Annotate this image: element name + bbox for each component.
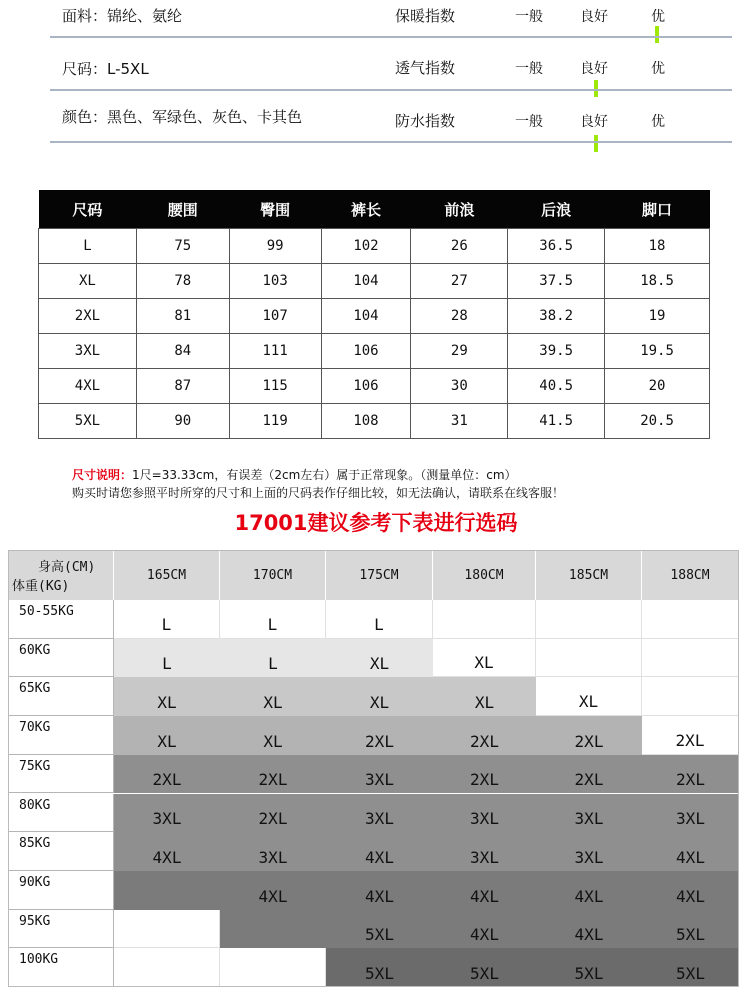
table-cell: XL <box>39 264 137 299</box>
table-cell: 99 <box>229 229 321 264</box>
col-header-front-rise: 前浪 <box>411 190 508 229</box>
grid-size-cell: 2XL <box>642 755 739 794</box>
warmth-index-label: 保暖指数 <box>395 7 456 25</box>
table-cell: 111 <box>229 334 321 369</box>
divider <box>50 141 732 143</box>
warmth-level-excellent: 优 <box>651 9 665 25</box>
grid-size-cell: L <box>220 639 326 678</box>
grid-height-header: 165CM <box>114 550 220 600</box>
grid-height-header: 185CM <box>536 550 642 600</box>
table-cell: 106 <box>321 334 411 369</box>
grid-size-cell: 4XL <box>642 832 739 871</box>
grid-size-cell: 2XL <box>642 716 739 755</box>
grid-size-cell: 2XL <box>326 716 433 755</box>
divider <box>50 36 732 38</box>
grid-size-cell: 2XL <box>433 716 536 755</box>
grid-size-cell: 3XL <box>536 794 642 833</box>
grid-weight-label: 95KG <box>8 910 114 949</box>
table-cell: 39.5 <box>508 334 605 369</box>
water-level-good: 良好 <box>580 114 608 130</box>
table-row <box>39 264 710 299</box>
grid-size-cell <box>642 677 739 716</box>
grid-size-cell: 4XL <box>433 871 536 910</box>
col-header-leg-opening: 脚口 <box>605 190 710 229</box>
waterproof-rating-marker <box>594 135 598 152</box>
fabric-label: 面料：锦纶、氨纶 <box>62 7 183 25</box>
table-cell: 115 <box>229 369 321 404</box>
grid-size-cell <box>220 910 326 949</box>
grid-height-header: 180CM <box>433 550 536 600</box>
table-row <box>39 299 710 334</box>
table-cell: 108 <box>321 404 411 439</box>
table-cell: 27 <box>411 264 508 299</box>
grid-size-cell: 3XL <box>114 794 220 833</box>
grid-size-cell <box>642 639 739 678</box>
table-row <box>39 229 710 264</box>
grid-size-cell <box>114 910 220 949</box>
table-row <box>39 369 710 404</box>
grid-size-cell: XL <box>433 677 536 716</box>
corner-weight-label: 体重(KG) <box>12 579 70 594</box>
table-cell: 87 <box>136 369 229 404</box>
table-cell: L <box>39 229 137 264</box>
table-cell: 104 <box>321 264 411 299</box>
grid-size-cell: 3XL <box>433 832 536 871</box>
grid-size-cell: XL <box>220 677 326 716</box>
grid-size-cell: 5XL <box>642 948 739 987</box>
table-cell: 102 <box>321 229 411 264</box>
table-cell: 18 <box>605 229 710 264</box>
grid-size-cell <box>536 639 642 678</box>
grid-size-cell: 2XL <box>433 755 536 794</box>
grid-size-cell <box>114 948 220 987</box>
size-note-text: 1尺=33.33cm，有误差（2cm左右）属于正常现象。（测量单位：cm） <box>132 468 517 482</box>
grid-size-cell <box>536 600 642 639</box>
divider <box>50 89 732 91</box>
table-cell: 37.5 <box>508 264 605 299</box>
grid-size-cell: 4XL <box>326 871 433 910</box>
table-row <box>39 404 710 439</box>
grid-size-cell: XL <box>433 639 536 678</box>
grid-weight-label: 50-55KG <box>8 600 114 639</box>
grid-size-cell: L <box>326 600 433 639</box>
grid-size-cell: 3XL <box>326 755 433 794</box>
size-note-label: 尺寸说明： <box>72 468 133 482</box>
grid-height-header: 188CM <box>642 550 739 600</box>
table-cell: 103 <box>229 264 321 299</box>
grid-size-cell: 5XL <box>326 910 433 949</box>
table-cell: 20.5 <box>605 404 710 439</box>
grid-size-cell: 4XL <box>433 910 536 949</box>
warmth-level-good: 良好 <box>580 9 608 25</box>
breathability-index-label: 透气指数 <box>395 59 456 77</box>
grid-size-cell: 3XL <box>642 794 739 833</box>
table-cell: 36.5 <box>508 229 605 264</box>
grid-weight-label: 70KG <box>8 716 114 755</box>
grid-size-cell: XL <box>220 716 326 755</box>
table-cell: 19.5 <box>605 334 710 369</box>
grid-size-cell: 5XL <box>433 948 536 987</box>
table-cell: 19 <box>605 299 710 334</box>
grid-size-cell: L <box>114 600 220 639</box>
grid-size-cell: XL <box>536 677 642 716</box>
breath-level-good: 良好 <box>580 61 608 77</box>
col-header-waist: 腰围 <box>136 190 229 229</box>
recommend-title: 17001建议参考下表进行选码 <box>234 511 518 535</box>
grid-size-cell: 2XL <box>220 794 326 833</box>
grid-size-cell: 3XL <box>433 794 536 833</box>
grid-weight-label: 60KG <box>8 639 114 678</box>
size-range-label: 尺码：L-5XL <box>62 60 149 78</box>
grid-size-cell: 5XL <box>326 948 433 987</box>
table-cell: 38.2 <box>508 299 605 334</box>
grid-size-cell: XL <box>114 716 220 755</box>
corner-height-label: 身高(CM) <box>38 560 96 575</box>
grid-size-cell: 4XL <box>326 832 433 871</box>
grid-height-header: 175CM <box>326 550 433 600</box>
table-cell: 78 <box>136 264 229 299</box>
table-cell: 28 <box>411 299 508 334</box>
grid-size-cell: 2XL <box>114 755 220 794</box>
table-cell: 75 <box>136 229 229 264</box>
table-cell: 2XL <box>39 299 137 334</box>
grid-size-cell <box>433 600 536 639</box>
size-chart-header-row <box>39 190 710 229</box>
size-note-line1 <box>72 466 517 483</box>
table-row <box>39 334 710 369</box>
table-cell: 29 <box>411 334 508 369</box>
col-header-size: 尺码 <box>39 190 137 229</box>
grid-size-cell: 4XL <box>114 832 220 871</box>
grid-size-cell <box>114 871 220 910</box>
table-cell: 41.5 <box>508 404 605 439</box>
grid-corner-header <box>8 550 114 600</box>
table-cell: 18.5 <box>605 264 710 299</box>
grid-size-cell: 3XL <box>220 832 326 871</box>
grid-size-cell: 4XL <box>642 871 739 910</box>
table-cell: 40.5 <box>508 369 605 404</box>
grid-size-cell: 5XL <box>642 910 739 949</box>
table-cell: 3XL <box>39 334 137 369</box>
table-cell: 107 <box>229 299 321 334</box>
table-cell: 20 <box>605 369 710 404</box>
grid-weight-label: 80KG <box>8 794 114 833</box>
col-header-hip: 臀围 <box>229 190 321 229</box>
table-cell: 4XL <box>39 369 137 404</box>
size-chart-table <box>38 190 710 439</box>
warmth-level-normal: 一般 <box>515 9 543 25</box>
grid-size-cell: 3XL <box>536 832 642 871</box>
grid-size-cell: 4XL <box>536 871 642 910</box>
grid-size-cell: 2XL <box>220 755 326 794</box>
grid-size-cell: 5XL <box>536 948 642 987</box>
table-cell: 26 <box>411 229 508 264</box>
table-cell: 31 <box>411 404 508 439</box>
table-cell: 84 <box>136 334 229 369</box>
grid-size-cell: XL <box>114 677 220 716</box>
grid-weight-label: 100KG <box>8 948 114 987</box>
grid-size-cell: 3XL <box>326 794 433 833</box>
table-cell: 5XL <box>39 404 137 439</box>
grid-weight-label: 65KG <box>8 677 114 716</box>
grid-size-cell <box>220 948 326 987</box>
grid-weight-label: 75KG <box>8 755 114 794</box>
color-options-label: 颜色：黑色、军绿色、灰色、卡其色 <box>62 108 303 126</box>
waterproof-index-label: 防水指数 <box>395 112 456 130</box>
breath-level-excellent: 优 <box>651 61 665 77</box>
size-note-line2: 购买时请您参照平时所穿的尺寸和上面的尺码表作仔细比较，如无法确认，请联系在线客服！ <box>72 486 565 500</box>
grid-size-cell: L <box>220 600 326 639</box>
col-header-length: 裤长 <box>321 190 411 229</box>
table-cell: 104 <box>321 299 411 334</box>
table-cell: 90 <box>136 404 229 439</box>
grid-size-cell: 4XL <box>536 910 642 949</box>
table-cell: 81 <box>136 299 229 334</box>
grid-weight-label: 85KG <box>8 832 114 871</box>
grid-size-cell: L <box>114 639 220 678</box>
grid-weight-label: 90KG <box>8 871 114 910</box>
table-cell: 119 <box>229 404 321 439</box>
water-level-excellent: 优 <box>651 114 665 130</box>
grid-size-cell: XL <box>326 639 433 678</box>
grid-size-cell: 2XL <box>536 755 642 794</box>
grid-size-cell: 2XL <box>536 716 642 755</box>
grid-size-cell: XL <box>326 677 433 716</box>
col-header-back-rise: 后浪 <box>508 190 605 229</box>
grid-size-cell <box>642 600 739 639</box>
table-cell: 30 <box>411 369 508 404</box>
table-cell: 106 <box>321 369 411 404</box>
water-level-normal: 一般 <box>515 114 543 130</box>
grid-size-cell: 4XL <box>220 871 326 910</box>
warmth-rating-marker <box>655 26 659 43</box>
grid-height-header: 170CM <box>220 550 326 600</box>
breath-level-normal: 一般 <box>515 61 543 77</box>
